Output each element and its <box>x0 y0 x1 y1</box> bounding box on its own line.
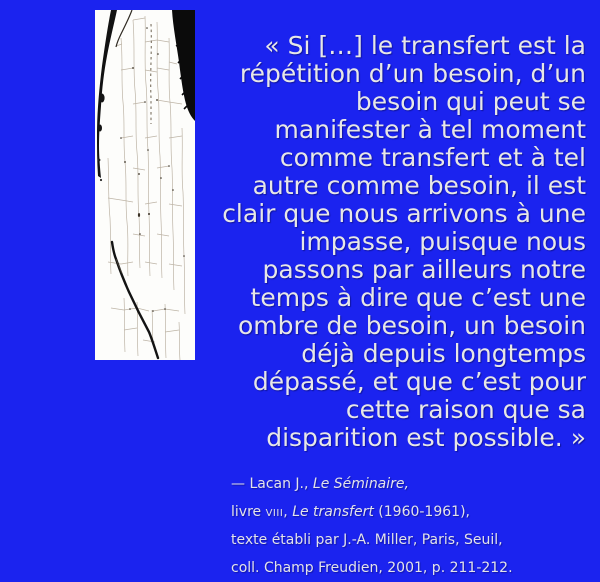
citation-volume-label: livre <box>231 504 266 520</box>
quote-line: déjà depuis longtemps <box>301 339 586 368</box>
citation-line-collection <box>231 554 513 582</box>
quote-line: cette raison que sa <box>345 395 586 424</box>
citation-editor: texte établi par J.-A. Miller, Paris, Seuil, <box>231 532 503 548</box>
quote-line: besoin qui peut se <box>355 87 586 116</box>
quote-line: temps à dire que c’est une <box>250 283 586 312</box>
citation-line-author <box>231 470 513 498</box>
quote-block <box>198 32 586 452</box>
quote-line: répétition d’un besoin, d’un <box>239 59 586 88</box>
citation-line-volume <box>231 498 513 526</box>
craquelure-painting-image <box>95 10 195 360</box>
citation-collection: coll. Champ Freudien, 2001, p. 211-212. <box>231 560 513 576</box>
citation-work-title: Le Séminaire, <box>312 476 409 492</box>
citation-years: (1960-1961), <box>373 504 470 520</box>
quote-line: clair que nous arrivons à une <box>222 199 586 228</box>
quote-line: autre comme besoin, il est <box>252 171 586 200</box>
quote-line: ombre de besoin, un besoin <box>237 311 586 340</box>
citation-block <box>231 470 513 582</box>
quote-line: comme transfert et à tel <box>279 143 586 172</box>
citation-line-editor <box>231 526 513 554</box>
citation-separator: , <box>283 504 293 520</box>
quote-line: passons par ailleurs notre <box>262 255 586 284</box>
citation-volume-numeral: viii <box>265 504 284 520</box>
craquelure-graphic <box>95 10 195 360</box>
citation-author: — Lacan J., <box>231 476 313 492</box>
quote-line: impasse, puisque nous <box>299 227 586 256</box>
quote-line: disparition est possible. » <box>266 423 586 452</box>
quote-line: manifester à tel moment <box>274 115 586 144</box>
quote-line: « Si […] le transfert est la <box>264 31 586 60</box>
citation-volume-title: Le transfert <box>292 504 374 520</box>
quote-line: dépassé, et que c’est pour <box>252 367 586 396</box>
